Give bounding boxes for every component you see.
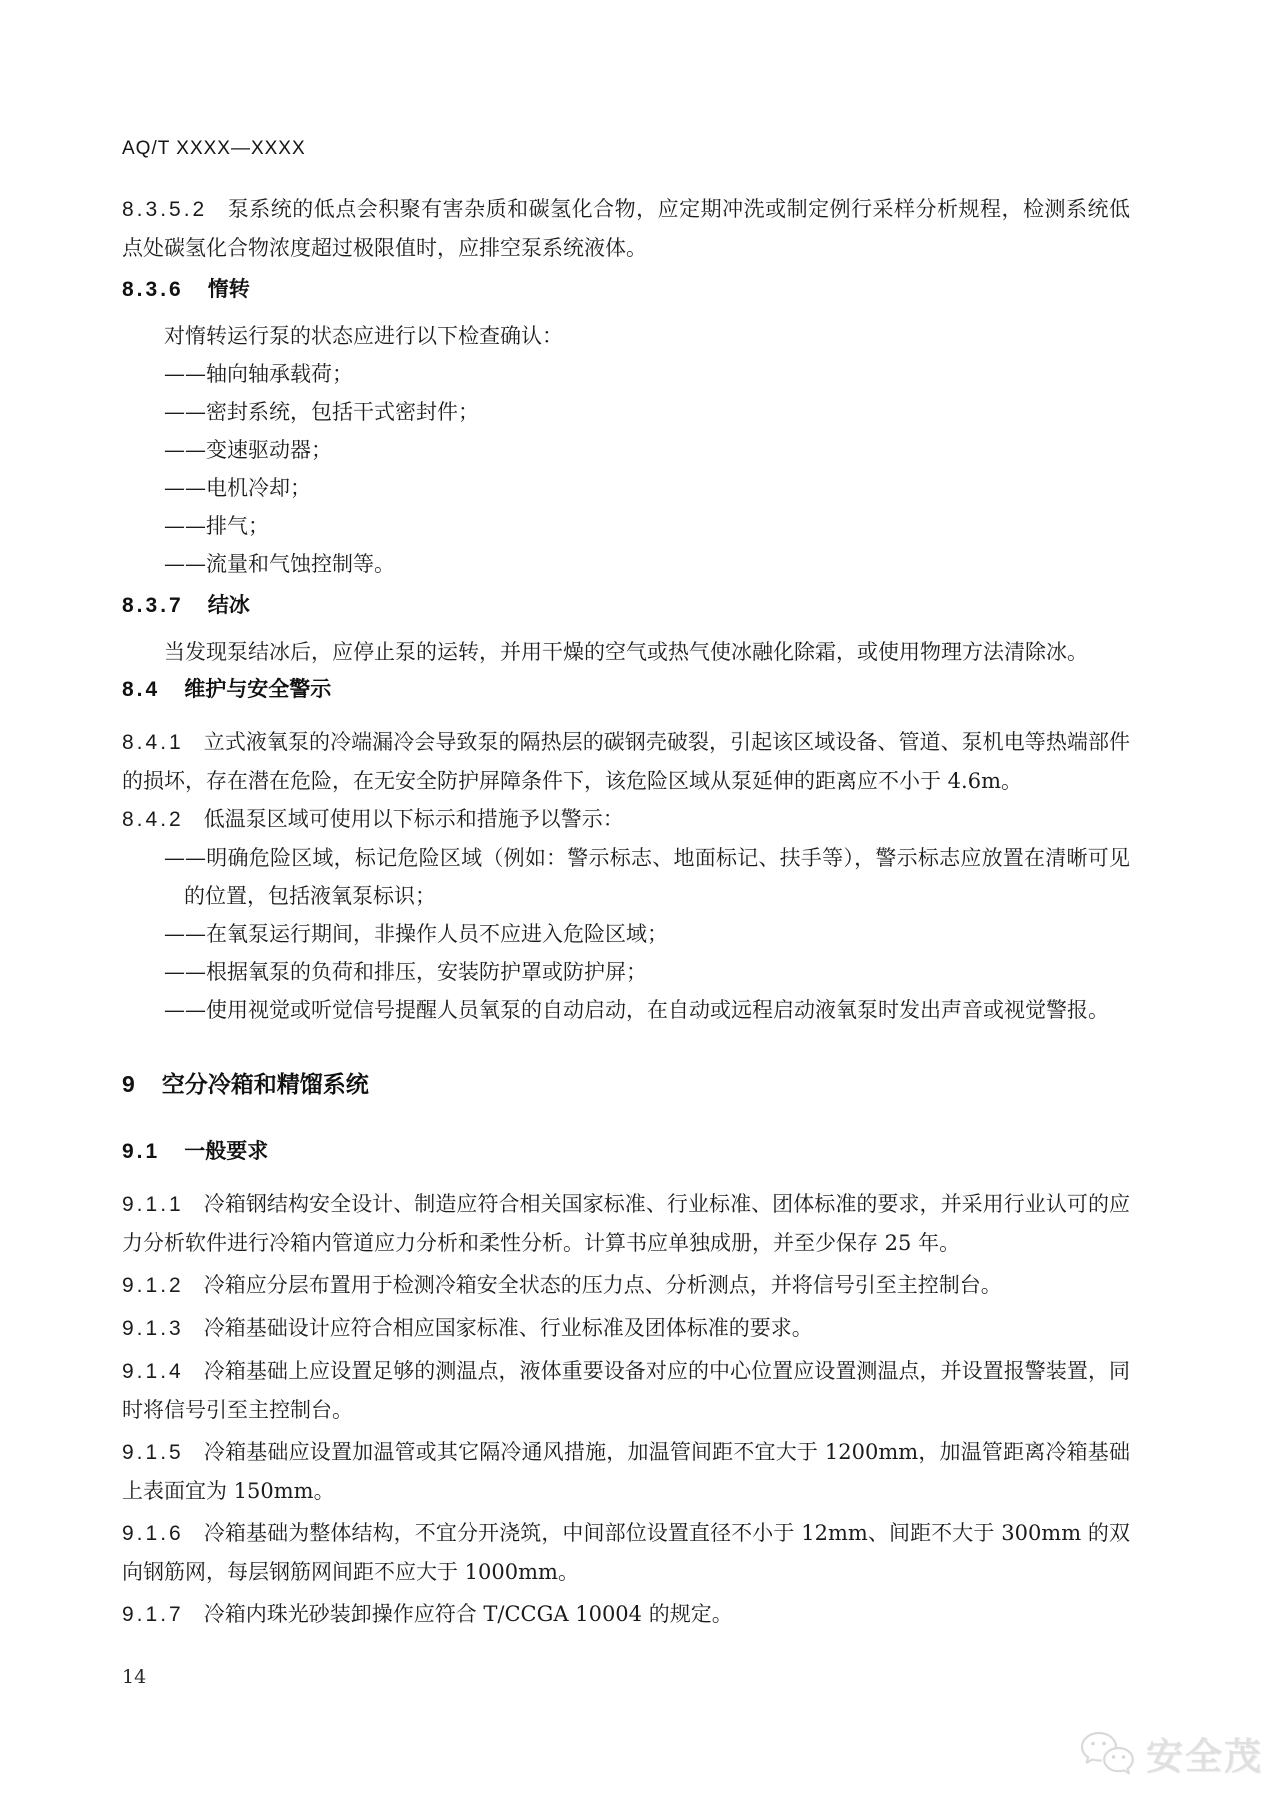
clause-8-4-1 [122,723,1130,800]
list-item: ——根据氧泵的负荷和排压，安装防护罩或防护屏； [164,960,647,984]
page-content [122,190,1130,1634]
clause-number: 9.1.1 [122,1193,184,1216]
list-item: ——流量和气蚀控制等。 [164,552,395,576]
watermark [1078,1726,1263,1780]
heading-title: 空分冷箱和精馏系统 [161,1071,369,1097]
paragraph-8-3-6-intro: 对惰转运行泵的状态应进行以下检查确认： [164,324,563,348]
clause-number: 9.1.2 [122,1274,184,1297]
clause-text: 冷箱内珠光砂装卸操作应符合 T/CCGA 10004 的规定。 [203,1602,733,1626]
clause-9-1-6 [122,1514,1130,1591]
clause-number: 9.1.5 [122,1441,184,1464]
heading-title: 惰转 [207,278,250,301]
list-item: ——排气； [164,514,269,538]
list-item: ——电机冷却； [164,476,311,500]
clause-text: 立式液氧泵的冷端漏冷会导致泵的隔热层的碳钢壳破裂，引起该区域设备、管道、泵机电等热端部件的损坏，存在潜在危险，在无安全防护屏障条件下，该危险区域从泵延伸的距离应不小于 4.6m。 [122,730,1130,793]
clause-text: 泵系统的低点会积聚有害杂质和碳氢化合物，应定期冲洗或制定例行采样分析规程，检测系统低点处碳氢化合物浓度超过极限值时，应排空泵系统液体。 [122,197,1130,260]
clause-text: 冷箱应分层布置用于检测冷箱安全状态的压力点、分析测点，并将信号引至主控制台。 [203,1273,1002,1297]
list-item: ——轴向轴承载荷； [164,362,353,386]
paragraph-8-3-7: 当发现泵结冰后，应停止泵的运转，并用干燥的空气或热气使冰融化除霜，或使用物理方法清除冰。 [164,640,1088,664]
heading-title: 一般要求 [184,1140,269,1163]
clause-text: 冷箱基础为整体结构，不宜分开浇筑，中间部位设置直径不小于 12mm、间距不大于 300mm 的双向钢筋网，每层钢筋网间距不应大于 1000mm。 [122,1521,1130,1584]
dash-list-8-4-2 [122,839,1130,1029]
heading-number: 8.4 [122,678,161,701]
clause-9-1-2 [122,1266,1130,1305]
clause-9-1-5 [122,1433,1130,1510]
clause-9-1-7 [122,1595,1130,1634]
heading-title: 维护与安全警示 [184,678,332,701]
clause-9-1-1 [122,1185,1130,1262]
heading-8-4 [122,671,1130,709]
doc-number-header: AQ/T XXXX—XXXX [122,138,306,159]
heading-title: 结冰 [207,594,250,617]
list-item: ——使用视觉或听觉信号提醒人员氧泵的自动启动，在自动或远程启动液氧泵时发出声音或视觉警报。 [164,998,1109,1022]
heading-8-3-7 [122,587,1130,625]
list-item: ——密封系统，包括干式密封件； [164,400,479,424]
dash-list-8-3-6 [122,355,1130,583]
clause-text: 冷箱基础设计应符合相应国家标准、行业标准及团体标准的要求。 [203,1316,813,1340]
clause-number: 8.4.2 [122,808,184,831]
clause-number: 9.1.4 [122,1360,184,1383]
wechat-icon [1078,1729,1136,1777]
heading-number: 9 [122,1071,136,1097]
page-number: 14 [122,1666,147,1688]
clause-text: 冷箱基础上应设置足够的测温点，液体重要设备对应的中心位置应设置测温点，并设置报警装置，同时将信号引至主控制台。 [122,1359,1130,1422]
list-item: ——变速驱动器； [164,438,332,462]
list-item: ——明确危险区域，标记危险区域（例如：警示标志、地面标记、扶手等），警示标志应放置在清晰可见的位置，包括液氧泵标识； [164,846,1130,908]
clause-9-1-4 [122,1352,1130,1429]
heading-9-1 [122,1133,1130,1171]
clause-number: 9.1.7 [122,1603,184,1626]
heading-number: 8.3.7 [122,594,184,617]
clause-number: 9.1.3 [122,1317,184,1340]
clause-text: 冷箱基础应设置加温管或其它隔冷通风措施，加温管间距不宜大于 1200mm，加温管距离冷箱基础上表面宜为 150mm。 [122,1440,1130,1503]
clause-text: 低温泵区域可使用以下标示和措施予以警示： [203,807,624,831]
clause-9-1-3 [122,1309,1130,1348]
clause-text: 冷箱钢结构安全设计、制造应符合相关国家标准、行业标准、团体标准的要求，并采用行业认可的应力分析软件进行冷箱内管道应力分析和柔性分析。计算书应单独成册，并至少保存 25 年。 [122,1192,1130,1255]
heading-9 [122,1063,1130,1105]
watermark-text: 安全茂 [1146,1736,1263,1777]
heading-8-3-6 [122,271,1130,309]
list-item: ——在氧泵运行期间，非操作人员不应进入危险区域； [164,922,668,946]
clause-8-3-5-2 [122,190,1130,267]
clause-number: 9.1.6 [122,1522,184,1545]
heading-number: 9.1 [122,1140,161,1163]
clause-number: 8.3.5.2 [122,198,208,221]
clause-number: 8.4.1 [122,731,184,754]
clause-8-4-2 [122,800,1130,839]
heading-number: 8.3.6 [122,278,184,301]
